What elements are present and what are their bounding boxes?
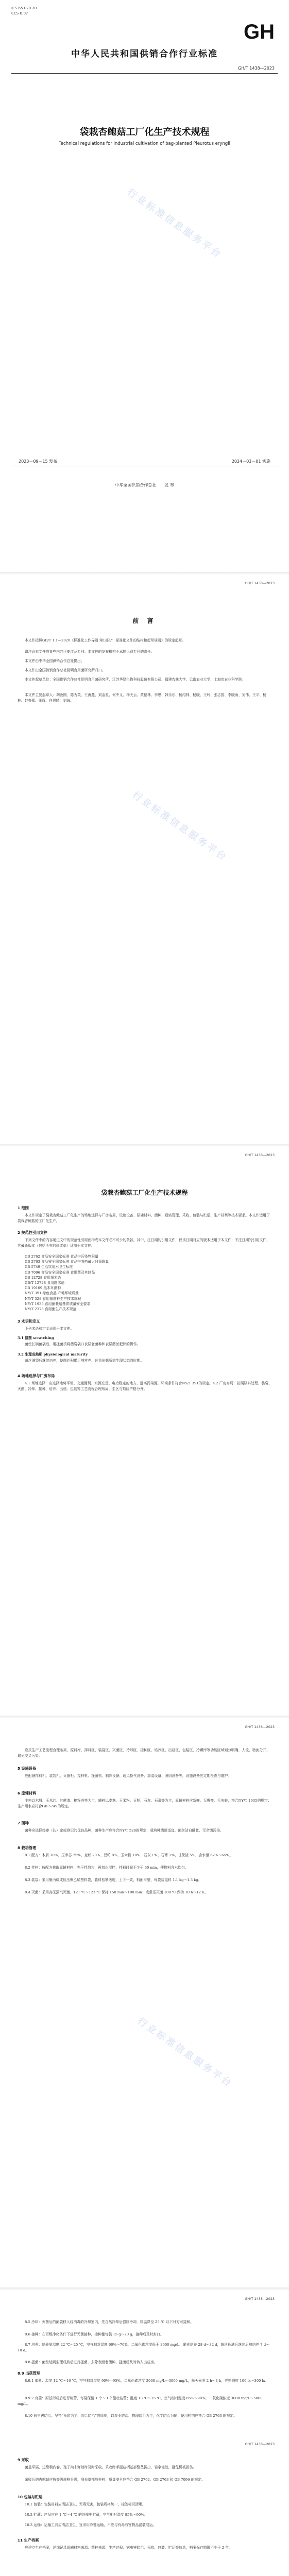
page-header: GH/T 1438—2023 [245, 2297, 275, 2301]
publish-date: 2023－09－15 发布 [19, 459, 58, 464]
section-heading: 5 设施设备 [18, 1766, 37, 1771]
foreword-paragraph: 本文件主要起草人：胡汝刚、陈为英、王海燕、刘金星、何中义、杨天云、黄德林、李思、韩乐乐、杨绍林、杨晓、王玲、张志国、李晓雨、刘伟、王平、杨林、赵春蕾、张辉、何思晴、刘海。 [18, 693, 266, 703]
body-paragraph: 8.10 病虫害防治：坚持“预防为主、综合防治”的原则，以农业防治、物理防治为主，化学防治为辅；使用药剂应符合 GB 2763 的规定。 [25, 2414, 237, 2418]
reference-item: GB 19169 黑木耳菌种 [25, 1286, 61, 1291]
page-header: GH/T 1438—2023 [245, 1725, 275, 1729]
foreword-paragraph: 本文件起草单位：全国供销合作总社昆明食用菌研究所、江苏华绿生物科技股份有限公司、福建农林大学、云南农业大学、上海市农业科学院。 [25, 677, 246, 682]
page-header: GH/T 1438—2023 [245, 2442, 275, 2446]
reference-item: GB 2763 食品安全国家标准 食品中农药最大残留限量 [25, 1260, 109, 1264]
reference-item: NY/T 528 食用菌菌种生产技术规程 [25, 1296, 81, 1301]
ics-code: ICS 65.020.20 [11, 6, 37, 10]
body-paragraph: 10.2 贮藏：产品应在 1 ℃～4 ℃ 的冷库中贮藏，空气相对湿度 85%～90%。 [25, 2513, 148, 2517]
body-paragraph: 10.1 包装：包装材料应清洁卫生、无毒无害，包装规格统一，标签标识清晰。 [25, 2502, 146, 2506]
body-paragraph: 8.7 培养：培养室温度 22 ℃～25 ℃，空气相对湿度 60%～70%，二氧化碳浓度低于 3000 mg/L，避光培养 28 d～32 d，菌丝长满后继续后熟培养 7 d～10 d。 [18, 2343, 269, 2352]
body-paragraph: 应配备拌料机、装袋机、灭菌柜、接种机、搔菌机、制冷设备、通风换气设备、加湿设备、照明设备等，设施设备应定期检查与维护。 [25, 1774, 232, 1778]
body-paragraph: 菌盖平展、边缘稍内卷、孢子尚未弹射时及时采收。采收时手握菇柄基部整丛拔出，轻拿轻放，避免机械损伤。 [25, 2465, 197, 2469]
reference-item: GB 5749 生活饮用水卫生标准 [25, 1265, 73, 1269]
body-paragraph: 8.3 装袋：采用聚丙烯或低压聚乙烯塑料袋，装料松紧适度，上下一致，料面平整，每袋装湿料 1.1 kg～1.3 kg。 [25, 1878, 202, 1882]
reference-item: GB 2762 食品安全国家标准 食品中污染物限量 [25, 1255, 98, 1259]
section-heading: 1 范围 [18, 1206, 29, 1210]
issuer: 中华全国供销合作总社 发 布 [115, 483, 174, 487]
implement-date: 2024－03－01 实施 [231, 459, 270, 464]
section-heading: 8.9 出菇管理 [18, 2371, 40, 2376]
body-paragraph: 主料以木屑、玉米芯、甘蔗渣、棉籽壳等为主，辅料以麦麸、玉米粉、豆粕、石灰、石膏等为主，原辅材料应新鲜、无霉变、无虫蛀，符合NY/T 1935的规定；生产用水应符合GB 5749的规定。 [18, 1799, 271, 1808]
body-paragraph: 8.5 冷却：灭菌后的菌袋移入经消毒的冷却室内，先自然冷却后强制冷却，料温降至 25 ℃ 以下时方可接种。 [25, 2320, 194, 2324]
reference-item: NY/T 2375 食用菌生产技术规范 [25, 1307, 77, 1312]
section-text: 下列文件中的内容通过文中的规范性引用而构成本文件必不可少的条款。其中，注日期的引用文件，仅该日期对应的版本适用于本文件；不注日期的引用文件，其最新版本（包括所有的修改单）适用于本文件。 [18, 1238, 270, 1248]
reference-item: GB 7096 食品安全国家标准 食用菌及其制品 [25, 1270, 95, 1275]
body-paragraph: 8.6 接种：在百级净化条件下进行无菌接种，接种量每袋 15 g～20 g，接种后及时封口。 [25, 2332, 164, 2336]
page-header: GH/T 1438—2023 [245, 581, 275, 585]
section-heading: 6 原辅材料 [18, 1791, 37, 1795]
standard-name: 中华人民共和国供销合作行业标准 [71, 49, 218, 59]
header-rule [11, 73, 278, 74]
section-heading: 4 场地选择与厂房布局 [18, 1374, 55, 1378]
reference-item: GB/T 12728 食用菌术语 [25, 1281, 65, 1285]
document-title: 袋栽杏鲍菇工厂化生产技术规程 [79, 127, 210, 138]
body-paragraph: 应建立生产档案，详细记录原辅材料来源、菌种来源、生产过程、病虫害防治、采收、包装、贮运等信息，档案保存期限不少于 2 年。 [25, 2546, 232, 2550]
body-paragraph: 8.1 配方：木屑 30%、玉米芯 25%、麦麸 20%、豆粕 8%、玉米粉 10%、石灰 1%、石膏 1%、甘蔗渣 5%，含水量 62%～65%。 [25, 1853, 233, 1857]
section-heading: 3 术语和定义 [18, 1319, 40, 1324]
section-text: 本文件规定了袋栽杏鲍菇工厂化生产的场地选择与厂房布局、设施设备、原辅材料、菌种、栽培管理、采收、包装与贮运、生产档案等技术要求。本文件适用于袋栽杏鲍菇的工厂化生产。 [18, 1213, 270, 1223]
body-paragraph: 8.4 灭菌：采用高压蒸汽灭菌，121 ℃～123 ℃ 保持 150 min～180 min；或常压灭菌 100 ℃ 保持 10 h～12 h。 [25, 1890, 208, 1894]
page-separator [0, 572, 289, 575]
body-paragraph: 采收后的杏鲍菇应按等级规格分级，削去基部培养料，质量安全应符合 GB 2762、GB 2763 和 GB 7096 的规定。 [25, 2478, 205, 2482]
foreword-paragraph: 请注意本文件的某些内容可能涉及专利。本文件的发布机构不承担识别专利的责任。 [25, 650, 155, 654]
standard-number: GH/T 1438—2023 [237, 66, 275, 71]
page-separator [0, 2287, 289, 2291]
reference-item: NY/T 391 绿色食品 产地环境质量 [25, 1291, 79, 1296]
body-paragraph: 10.3 运输：运输工具应清洁卫生，宜采用冷链运输，不应与有毒有害物品混装混运。 [25, 2523, 157, 2527]
section-heading: 10 包装与贮运 [18, 2495, 43, 2499]
watermark: 行业标准信息服务平台 [130, 789, 230, 863]
section-heading: 11 生产档案 [18, 2538, 39, 2543]
term-heading: 3.1 搔菌 scratching [18, 1336, 54, 1340]
reference-list [25, 1254, 267, 1312]
page-separator [0, 1144, 289, 1147]
body-paragraph: 8.2 拌料：按配方称取原辅材料，先干拌均匀，再加水湿拌，拌料时间不少于 60 min，使物料含水均匀。 [25, 1866, 189, 1870]
watermark: 行业标准信息服务平台 [125, 187, 225, 261]
section-heading: 2 规范性引用文件 [18, 1230, 47, 1235]
section-text: 4.1 场地选择：应选择地势平坦、交通便利、水源充足、电力稳定的地方，远离污染源，环境条件符合NY/T 391的规定。4.2 厂房布局：按照原料处理、装袋、灭菌、冷却、接种、培养、出菇、包装等工艺流程合理布局，生区与熟区严格分开。 [18, 1381, 272, 1391]
ccs-code: CCS B 07 [11, 11, 28, 15]
foreword-page [0, 572, 289, 1144]
body-page-3 [0, 2287, 289, 2576]
reference-item: GB 12728 食用菌术语 [25, 1275, 61, 1280]
section-heading: 8 栽培管理 [18, 1845, 37, 1850]
section-heading: 7 菌种 [18, 1821, 29, 1825]
foreword-title: 前 言 [132, 617, 157, 624]
body-paragraph: 菌种应选择经审（认）定或登记的优良品种，菌种生产应符合NY/T 528的规定，栽培种菌龄适宜、菌丝洁白健壮、无杂菌污染。 [25, 1828, 224, 1833]
cover-page [0, 0, 289, 572]
foreword-paragraph: 本文件由全国供销合作总社昆明食用菌研究所归口。 [25, 668, 106, 672]
body-paragraph: 8.9.1 催蕾：温度 12 ℃～16 ℃，空气相对湿度 90%～95%，二氧化碳浓度 2000 mg/L～3000 mg/L，每天光照 2 h～4 h，光照强度 100 lx～300 lx。 [25, 2379, 269, 2383]
watermark: 行业标准信息服务平台 [135, 2015, 235, 2090]
reference-item: NY/T 1935 食用菌栽培基质质量安全要求 [25, 1301, 91, 1306]
gh-logo: GH [244, 21, 275, 43]
body-title: 袋栽杏鲍菇工厂化生产技术规程 [101, 1189, 188, 1196]
body-paragraph: 应按生产工艺流程合理布局，原料库、拌料区、装袋区、灭菌区、冷却区、接种区、培养区、出菇区、包装区、冷藏库等功能区域划分明确，人流、物流分开，避免交叉污染。 [18, 1748, 270, 1758]
document-subtitle-en: Technical regulations for industrial cultivation of bag-planted Pleurotus eryngii [59, 141, 230, 146]
term-heading: 3.2 生理成熟期 physiological maturity [18, 1352, 88, 1357]
body-paragraph: 8.8 搔菌：菌丝达到生理成熟后进行搔菌，去除表面老菌种，搔菌后及时转入出菇房。 [25, 2360, 158, 2364]
section-heading: 9 采收 [18, 2458, 29, 2462]
term-definition: 菌丝长满菌袋后，用搔菌机将菌袋袋口表层老菌种和表层菌丝耙除的操作。 [25, 1342, 141, 1346]
body-paragraph: 8.9.2 育菇：原基形成后进行疏蕾，每袋保留 1 个～3 个健壮菇蕾；温度 13 ℃～15 ℃，空气相对湿度 85%～90%，二氧化碳浓度 3000 mg/L～5000 mg/L。 [18, 2396, 263, 2406]
page-separator [0, 1716, 289, 1719]
foreword-paragraph: 本文件由中华全国供销合作总社提出。 [25, 659, 84, 663]
term-definition: 菌丝满袋后继续培养，使菌丝积累足够营养、达到出菇所需生理状态的时期。 [25, 1359, 144, 1363]
body-page-2 [0, 1716, 289, 2287]
section-text: 下列术语和定义适用于本文件。 [25, 1327, 74, 1331]
page-header: GH/T 1438—2023 [245, 1153, 275, 1157]
foreword-paragraph: 本文件按照GB/T 1.1—2020《标准化工作导则 第1部分：标准化文件的结构和起草规则》的规定起草。 [25, 638, 186, 642]
body-page-1 [0, 1144, 289, 1716]
